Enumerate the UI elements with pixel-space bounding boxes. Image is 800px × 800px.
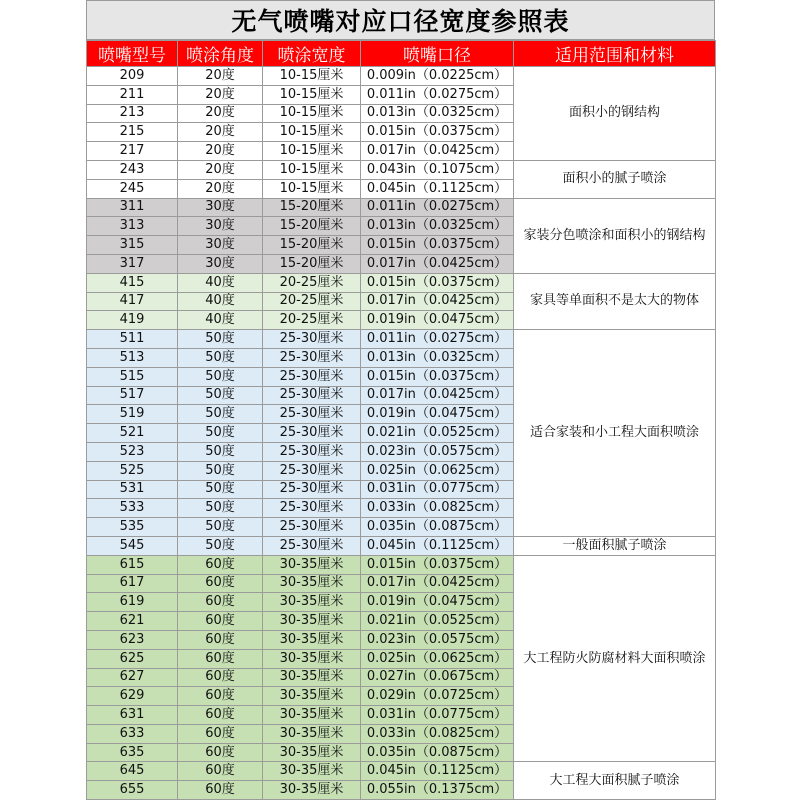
cell-angle: 60度 [178, 555, 263, 574]
cell-usage: 一般面积腻子喷涂 [514, 536, 716, 555]
cell-width: 25-30厘米 [263, 405, 361, 424]
cell-diameter: 0.011in（0.0275cm） [361, 85, 514, 104]
cell-width: 25-30厘米 [263, 367, 361, 386]
cell-diameter: 0.025in（0.0625cm） [361, 461, 514, 480]
cell-diameter: 0.013in（0.0325cm） [361, 348, 514, 367]
cell-angle: 20度 [178, 104, 263, 123]
cell-model: 217 [87, 142, 178, 161]
cell-diameter: 0.017in（0.0425cm） [361, 292, 514, 311]
cell-diameter: 0.021in（0.0525cm） [361, 612, 514, 631]
cell-angle: 60度 [178, 743, 263, 762]
cell-width: 30-35厘米 [263, 706, 361, 725]
header-model: 喷嘴型号 [87, 41, 178, 67]
cell-model: 531 [87, 480, 178, 499]
cell-angle: 50度 [178, 386, 263, 405]
cell-angle: 30度 [178, 217, 263, 236]
cell-width: 10-15厘米 [263, 179, 361, 198]
cell-model: 645 [87, 762, 178, 781]
header-usage: 适用范围和材料 [514, 41, 716, 67]
cell-model: 513 [87, 348, 178, 367]
cell-angle: 20度 [178, 123, 263, 142]
cell-model: 209 [87, 67, 178, 86]
cell-width: 30-35厘米 [263, 724, 361, 743]
cell-angle: 60度 [178, 593, 263, 612]
cell-model: 623 [87, 630, 178, 649]
cell-diameter: 0.035in（0.0875cm） [361, 518, 514, 537]
cell-diameter: 0.019in（0.0475cm） [361, 593, 514, 612]
cell-width: 30-35厘米 [263, 687, 361, 706]
cell-model: 317 [87, 254, 178, 273]
cell-width: 15-20厘米 [263, 236, 361, 255]
cell-angle: 60度 [178, 630, 263, 649]
table-row [87, 273, 716, 292]
cell-width: 25-30厘米 [263, 461, 361, 480]
cell-angle: 60度 [178, 762, 263, 781]
cell-model: 245 [87, 179, 178, 198]
cell-angle: 20度 [178, 67, 263, 86]
cell-usage: 面积小的钢结构 [514, 67, 716, 161]
cell-usage: 大工程防火防腐材料大面积喷涂 [514, 555, 716, 762]
cell-angle: 50度 [178, 405, 263, 424]
cell-diameter: 0.045in（0.1125cm） [361, 179, 514, 198]
cell-angle: 50度 [178, 330, 263, 349]
cell-model: 213 [87, 104, 178, 123]
cell-width: 30-35厘米 [263, 612, 361, 631]
cell-usage: 大工程大面积腻子喷涂 [514, 762, 716, 800]
cell-width: 10-15厘米 [263, 142, 361, 161]
cell-diameter: 0.035in（0.0875cm） [361, 743, 514, 762]
cell-diameter: 0.013in（0.0325cm） [361, 217, 514, 236]
cell-width: 25-30厘米 [263, 536, 361, 555]
cell-diameter: 0.045in（0.1125cm） [361, 536, 514, 555]
cell-width: 30-35厘米 [263, 668, 361, 687]
cell-diameter: 0.013in（0.0325cm） [361, 104, 514, 123]
cell-width: 15-20厘米 [263, 198, 361, 217]
cell-angle: 20度 [178, 179, 263, 198]
cell-usage: 面积小的腻子喷涂 [514, 160, 716, 198]
cell-model: 655 [87, 781, 178, 800]
cell-diameter: 0.019in（0.0475cm） [361, 405, 514, 424]
cell-width: 25-30厘米 [263, 348, 361, 367]
cell-model: 619 [87, 593, 178, 612]
cell-angle: 60度 [178, 724, 263, 743]
cell-width: 30-35厘米 [263, 781, 361, 800]
table-row [87, 330, 716, 349]
cell-diameter: 0.055in（0.1375cm） [361, 781, 514, 800]
cell-angle: 50度 [178, 442, 263, 461]
cell-model: 519 [87, 405, 178, 424]
cell-width: 20-25厘米 [263, 311, 361, 330]
cell-diameter: 0.017in（0.0425cm） [361, 574, 514, 593]
nozzle-chart [86, 0, 715, 800]
cell-width: 30-35厘米 [263, 743, 361, 762]
cell-model: 511 [87, 330, 178, 349]
header-row [87, 41, 716, 67]
cell-angle: 60度 [178, 687, 263, 706]
cell-width: 25-30厘米 [263, 386, 361, 405]
cell-diameter: 0.029in（0.0725cm） [361, 687, 514, 706]
cell-usage: 家装分色喷涂和面积小的钢结构 [514, 198, 716, 273]
cell-angle: 50度 [178, 367, 263, 386]
cell-diameter: 0.015in（0.0375cm） [361, 273, 514, 292]
cell-model: 525 [87, 461, 178, 480]
cell-diameter: 0.017in（0.0425cm） [361, 254, 514, 273]
cell-angle: 30度 [178, 198, 263, 217]
cell-angle: 60度 [178, 649, 263, 668]
table-row [87, 67, 716, 86]
cell-diameter: 0.025in（0.0625cm） [361, 649, 514, 668]
cell-angle: 60度 [178, 781, 263, 800]
cell-diameter: 0.017in（0.0425cm） [361, 386, 514, 405]
cell-angle: 60度 [178, 706, 263, 725]
cell-width: 10-15厘米 [263, 160, 361, 179]
cell-angle: 50度 [178, 424, 263, 443]
cell-angle: 50度 [178, 480, 263, 499]
cell-angle: 40度 [178, 311, 263, 330]
cell-diameter: 0.031in（0.0775cm） [361, 706, 514, 725]
cell-diameter: 0.023in（0.0575cm） [361, 630, 514, 649]
cell-angle: 50度 [178, 518, 263, 537]
cell-diameter: 0.027in（0.0675cm） [361, 668, 514, 687]
page-title: 无气喷嘴对应口径宽度参照表 [86, 0, 715, 40]
cell-model: 533 [87, 499, 178, 518]
cell-diameter: 0.011in（0.0275cm） [361, 330, 514, 349]
table-body [87, 67, 716, 800]
table-row [87, 536, 716, 555]
cell-model: 419 [87, 311, 178, 330]
cell-model: 313 [87, 217, 178, 236]
cell-angle: 40度 [178, 273, 263, 292]
cell-angle: 20度 [178, 142, 263, 161]
cell-angle: 60度 [178, 612, 263, 631]
cell-angle: 50度 [178, 461, 263, 480]
cell-model: 311 [87, 198, 178, 217]
header-width: 喷涂宽度 [263, 41, 361, 67]
cell-diameter: 0.019in（0.0475cm） [361, 311, 514, 330]
cell-model: 625 [87, 649, 178, 668]
cell-width: 10-15厘米 [263, 67, 361, 86]
cell-diameter: 0.015in（0.0375cm） [361, 123, 514, 142]
cell-diameter: 0.015in（0.0375cm） [361, 236, 514, 255]
cell-width: 30-35厘米 [263, 762, 361, 781]
cell-angle: 50度 [178, 348, 263, 367]
cell-diameter: 0.009in（0.0225cm） [361, 67, 514, 86]
cell-model: 315 [87, 236, 178, 255]
cell-diameter: 0.023in（0.0575cm） [361, 442, 514, 461]
cell-diameter: 0.011in（0.0275cm） [361, 198, 514, 217]
cell-diameter: 0.043in（0.1075cm） [361, 160, 514, 179]
cell-model: 635 [87, 743, 178, 762]
cell-usage: 适合家装和小工程大面积喷涂 [514, 330, 716, 537]
cell-angle: 40度 [178, 292, 263, 311]
cell-diameter: 0.045in（0.1125cm） [361, 762, 514, 781]
cell-width: 30-35厘米 [263, 574, 361, 593]
header-diameter: 喷嘴口径 [361, 41, 514, 67]
cell-diameter: 0.017in（0.0425cm） [361, 142, 514, 161]
cell-model: 521 [87, 424, 178, 443]
cell-diameter: 0.015in（0.0375cm） [361, 367, 514, 386]
cell-model: 215 [87, 123, 178, 142]
cell-width: 25-30厘米 [263, 330, 361, 349]
cell-width: 25-30厘米 [263, 499, 361, 518]
cell-model: 535 [87, 518, 178, 537]
cell-diameter: 0.031in（0.0775cm） [361, 480, 514, 499]
cell-model: 523 [87, 442, 178, 461]
cell-model: 617 [87, 574, 178, 593]
table-row [87, 160, 716, 179]
cell-model: 631 [87, 706, 178, 725]
cell-width: 20-25厘米 [263, 292, 361, 311]
cell-model: 629 [87, 687, 178, 706]
cell-model: 627 [87, 668, 178, 687]
cell-width: 30-35厘米 [263, 649, 361, 668]
cell-width: 15-20厘米 [263, 254, 361, 273]
cell-width: 30-35厘米 [263, 630, 361, 649]
cell-width: 10-15厘米 [263, 85, 361, 104]
cell-width: 25-30厘米 [263, 442, 361, 461]
cell-model: 415 [87, 273, 178, 292]
cell-diameter: 0.015in（0.0375cm） [361, 555, 514, 574]
cell-angle: 30度 [178, 236, 263, 255]
cell-width: 20-25厘米 [263, 273, 361, 292]
cell-model: 517 [87, 386, 178, 405]
cell-diameter: 0.021in（0.0525cm） [361, 424, 514, 443]
cell-diameter: 0.033in（0.0825cm） [361, 724, 514, 743]
cell-model: 243 [87, 160, 178, 179]
cell-model: 211 [87, 85, 178, 104]
cell-model: 615 [87, 555, 178, 574]
cell-width: 30-35厘米 [263, 555, 361, 574]
cell-angle: 60度 [178, 574, 263, 593]
cell-model: 545 [87, 536, 178, 555]
cell-angle: 50度 [178, 499, 263, 518]
cell-width: 25-30厘米 [263, 480, 361, 499]
cell-width: 10-15厘米 [263, 123, 361, 142]
cell-angle: 20度 [178, 160, 263, 179]
cell-width: 30-35厘米 [263, 593, 361, 612]
table-row [87, 198, 716, 217]
cell-diameter: 0.033in（0.0825cm） [361, 499, 514, 518]
header-angle: 喷涂角度 [178, 41, 263, 67]
nozzle-table [86, 40, 716, 800]
cell-width: 10-15厘米 [263, 104, 361, 123]
cell-model: 515 [87, 367, 178, 386]
cell-angle: 60度 [178, 668, 263, 687]
cell-angle: 20度 [178, 85, 263, 104]
cell-width: 15-20厘米 [263, 217, 361, 236]
cell-angle: 50度 [178, 536, 263, 555]
table-row [87, 762, 716, 781]
cell-model: 633 [87, 724, 178, 743]
cell-model: 417 [87, 292, 178, 311]
cell-width: 25-30厘米 [263, 424, 361, 443]
cell-angle: 30度 [178, 254, 263, 273]
cell-usage: 家具等单面积不是太大的物体 [514, 273, 716, 329]
table-row [87, 555, 716, 574]
cell-width: 25-30厘米 [263, 518, 361, 537]
cell-model: 621 [87, 612, 178, 631]
